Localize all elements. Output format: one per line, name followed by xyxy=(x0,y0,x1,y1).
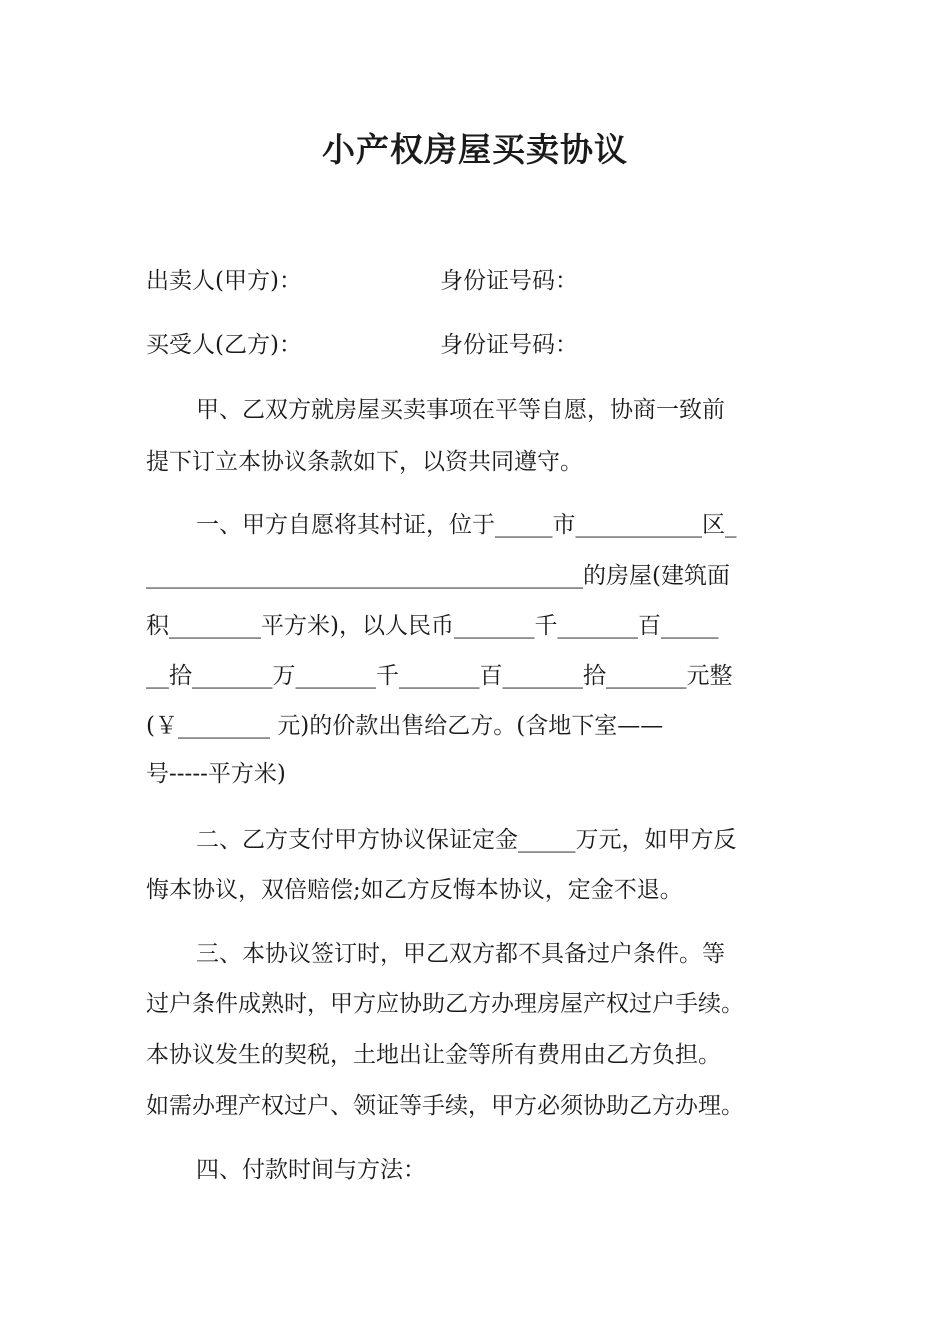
paragraph-line: __拾_______万_______千_______百_______拾_______元整 xyxy=(146,663,733,689)
paragraph-line: 悔本协议，双倍赔偿;如乙方反悔本协议，定金不退。 xyxy=(146,877,683,903)
seller-id-label: 身份证号码： xyxy=(440,268,578,294)
paragraph-line: 号-----平方米) xyxy=(146,761,286,787)
paragraph-line: 过户条件成熟时，甲方应协助乙方办理房屋产权过户手续。 xyxy=(146,991,744,1017)
buyer-label: 买受人(乙方)： xyxy=(146,332,302,358)
paragraph-line: 本协议发生的契税，土地出让金等所有费用由乙方负担。 xyxy=(146,1042,721,1068)
document-title: 小产权房屋买卖协议 xyxy=(322,130,628,169)
paragraph-line: 三、本协议签订时，甲乙双方都不具备过户条件。等 xyxy=(196,941,725,967)
paragraph-line: 提下订立本协议条款如下，以资共同遵守。 xyxy=(146,449,583,475)
seller-label: 出卖人(甲方)： xyxy=(146,268,302,294)
paragraph-line: 一、甲方自愿将其村证，位于_____市___________区_ xyxy=(196,512,737,538)
paragraph-line: 二、乙方支付甲方协议保证定金_____万元，如甲方反 xyxy=(196,827,737,853)
paragraph-line: 四、付款时间与方法： xyxy=(196,1157,426,1183)
paragraph-line: 甲、乙双方就房屋买卖事项在平等自愿，协商一致前 xyxy=(196,397,725,423)
paragraph-line: ______________________________________的房屋(建筑面 xyxy=(146,563,730,589)
paragraph-line: 积________平方米)，以人民币_______千_______百_____ xyxy=(146,613,719,639)
paragraph-line: (￥________ 元)的价款出售给乙方。(含地下室—— xyxy=(146,713,664,739)
buyer-id-label: 身份证号码： xyxy=(440,332,578,358)
paragraph-line: 如需办理产权过户、领证等手续，甲方必须协助乙方办理。 xyxy=(146,1093,744,1119)
